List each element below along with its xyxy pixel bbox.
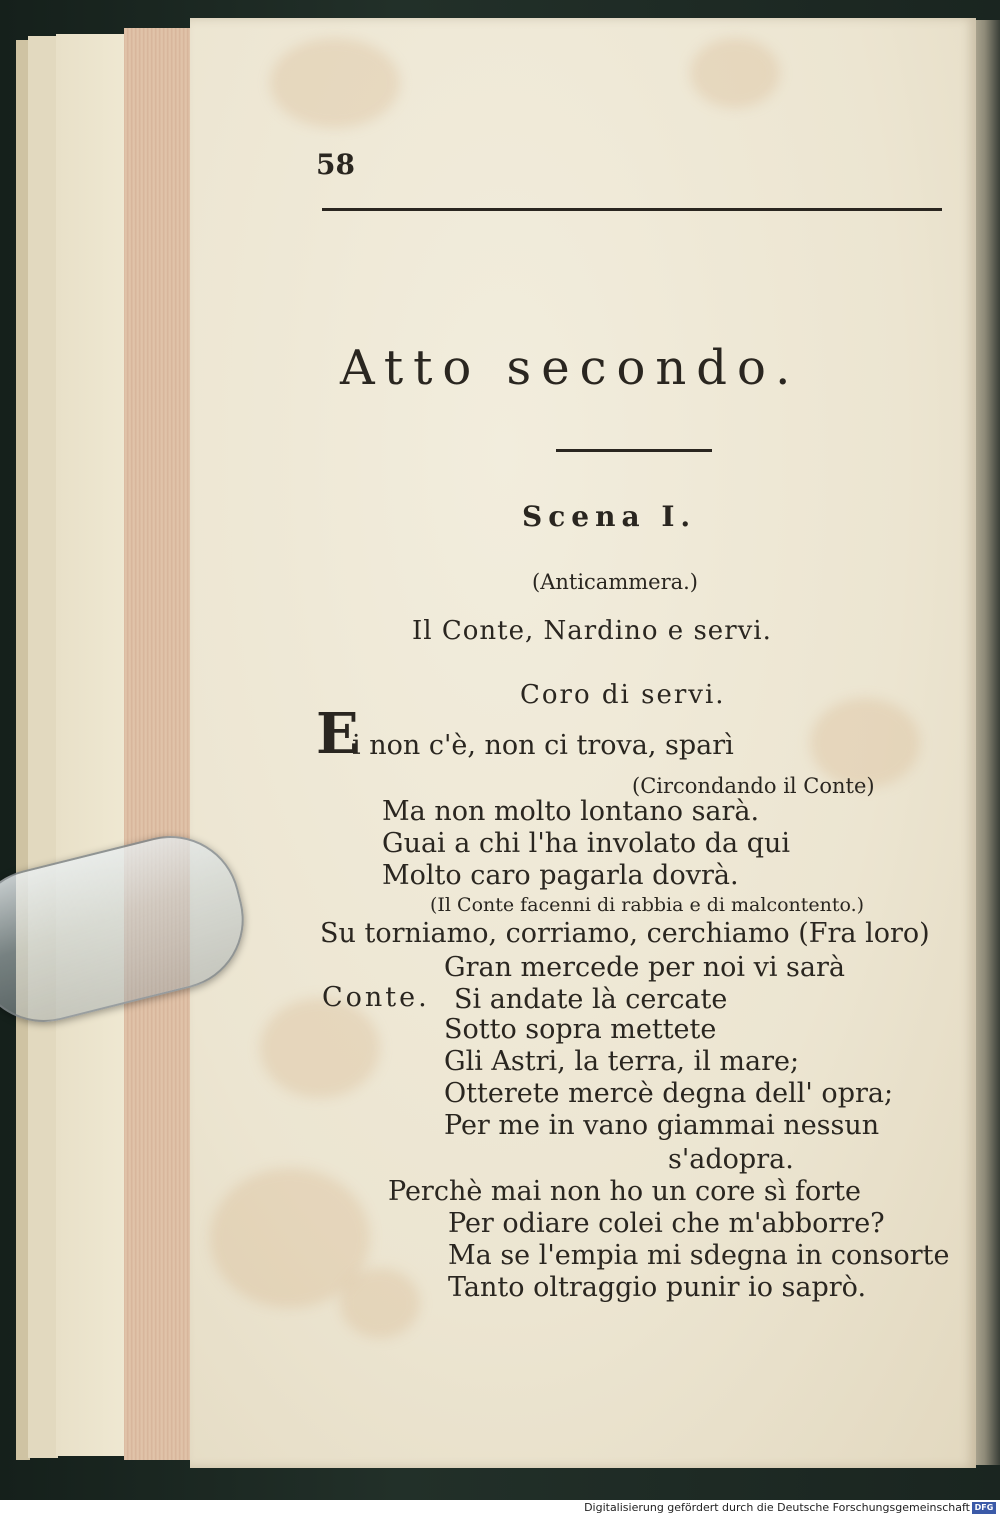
funding-credit: Digitalisierung gefördert durch die Deutsche Forschungsgemeinschaft xyxy=(584,1501,970,1514)
page-edge xyxy=(56,34,126,1456)
verse-line: Gran mercede per noi vi sarà xyxy=(444,952,846,983)
stage-setting: (Anticammera.) xyxy=(532,570,699,594)
verse-line: Molto caro pagarla dovrà. xyxy=(382,860,739,891)
verse-line: Sotto sopra mettete xyxy=(444,1014,717,1045)
verse-line: Gli Astri, la terra, il mare; xyxy=(444,1046,800,1077)
verse-line: Per me in vano giammai nessun xyxy=(444,1110,880,1141)
verse-line: Guai a chi l'ha involato da qui xyxy=(382,828,791,859)
verse-line: Tanto oltraggio punir io saprò. xyxy=(448,1272,867,1303)
page-edge xyxy=(28,36,58,1458)
page-number: 58 xyxy=(316,148,355,181)
act-title: Atto secondo. xyxy=(340,340,801,396)
section-divider xyxy=(556,449,712,452)
verse-line: Perchè mai non ho un core sì forte xyxy=(388,1176,861,1207)
drop-cap: E xyxy=(316,701,359,767)
chorus-heading: Coro di servi. xyxy=(520,680,726,710)
dfg-logo: DFG xyxy=(972,1502,996,1514)
scene-title: Scena I. xyxy=(522,500,697,533)
verse-line: Si andate là cercate xyxy=(454,984,728,1015)
verse-line: Per odiare colei che m'abborre? xyxy=(448,1208,885,1239)
characters-line: Il Conte, Nardino e servi. xyxy=(412,616,772,646)
stage-direction: (Il Conte facenni di rabbia e di malcontento.) xyxy=(430,894,865,916)
verse-line: Ma non molto lontano sarà. xyxy=(382,796,760,827)
verse-line: Su torniamo, corriamo, cerchiamo (Fra loro) xyxy=(320,918,930,949)
page-stack-spine xyxy=(124,28,198,1460)
stage-direction: (Circondando il Conte) xyxy=(632,774,875,798)
verse-line: Otterete mercè degna dell' opra; xyxy=(444,1078,894,1109)
speaker-name: Conte. xyxy=(322,982,430,1013)
verse-line: s'adopra. xyxy=(668,1144,794,1175)
header-rule xyxy=(322,208,942,211)
verse-line: Ma se l'empia mi sdegna in consorte xyxy=(448,1240,950,1271)
verse-line: i non c'è, non ci trova, sparì xyxy=(352,730,734,761)
